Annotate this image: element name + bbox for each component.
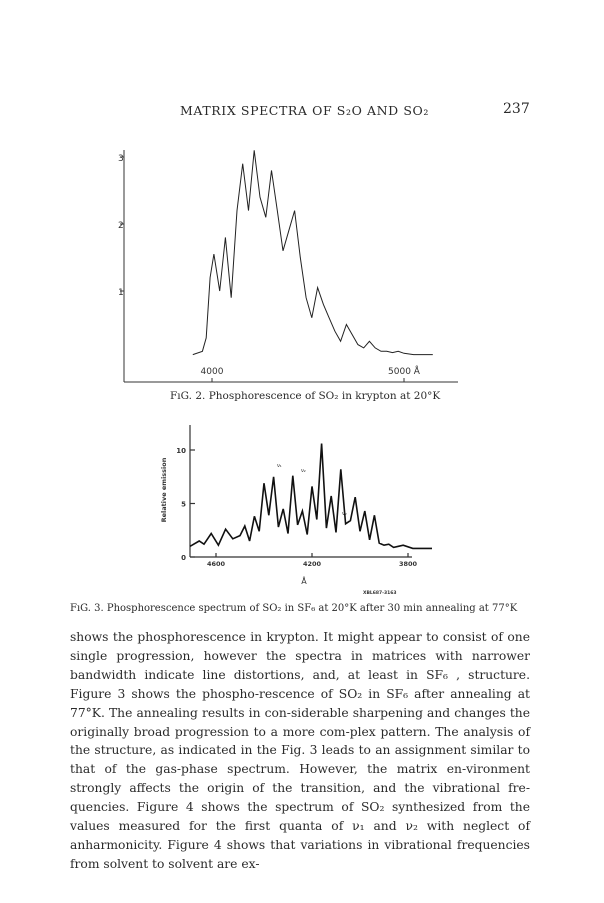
page-number: 237: [503, 101, 530, 117]
fig3-x-axis-label: Å: [301, 577, 307, 586]
fig3-annotation-nu2-a: ν₂: [301, 468, 306, 474]
fig3-annotation-nu1: ν₁: [277, 463, 282, 469]
fig3-y-tick-label: 5: [181, 500, 186, 509]
fig2-x-tick-label: 5000 Å: [388, 367, 420, 377]
fig3-y-tick-label: 10: [176, 447, 186, 455]
figure-3-chart: [160, 425, 432, 596]
fig3-y-axis-label: Relative emission: [160, 457, 168, 523]
fig2-y-tick-label: 2: [118, 221, 124, 231]
fig3-spectrum-line: [190, 444, 432, 549]
fig3-code: XBL687-3163: [363, 591, 397, 596]
fig3-x-tick-label: 4200: [302, 560, 322, 568]
fig3-x-tick-label: 4600: [206, 560, 226, 568]
body-text: [70, 628, 530, 874]
running-head: MATRIX SPECTRA OF S₂O AND SO₂: [180, 103, 429, 118]
fig2-spectrum-line: [193, 150, 433, 354]
fig2-x-tick-label: 4000: [200, 367, 224, 377]
fig2-y-tick-label: 3: [118, 154, 124, 164]
fig3-x-tick-label: 3800: [398, 560, 418, 568]
figure-2-caption: FıG. 2. Phosphorescence of SO₂ in krypton at 20°K: [170, 390, 441, 402]
figure-3-caption: FıG. 3. Phosphorescence spectrum of SO₂ in SF₆ at 20°K after 30 min annealing at 77°K: [70, 603, 518, 614]
fig3-y-tick-label: 0: [181, 554, 186, 562]
figure-2-chart: [118, 150, 458, 382]
fig2-y-tick-label: 1: [118, 288, 124, 298]
body-paragraph: shows the phosphorescence in krypton. It might appear to consist of one single progression, however the spectra in matrices with narrower bandwidth indicate line distortions, and, at least in SF₆ , structure. Figure 3 shows the phospho-rescence of SO₂ in SF₆ after annealing at 77°K. The annealing results in con-siderable sharpening and changes the originally broad progression to a more com-plex pattern. The analysis of the structure, as indicated in the Fig. 3 leads to an assignment similar to that of the gas-phase spectrum. However, the matrix en-vironment strongly affects the origin of the transition, and the vibrational fre-quencies. Figure 4 shows the spectrum of SO₂ synthesized from the values measured for the first quanta of ν₁ and ν₂ with neglect of anharmonicity. Figure 4 shows that variations in vibrational frequencies from solvent to solvent are ex-: [70, 630, 530, 871]
fig3-annotation-nu2-b: ν₂: [342, 511, 347, 517]
